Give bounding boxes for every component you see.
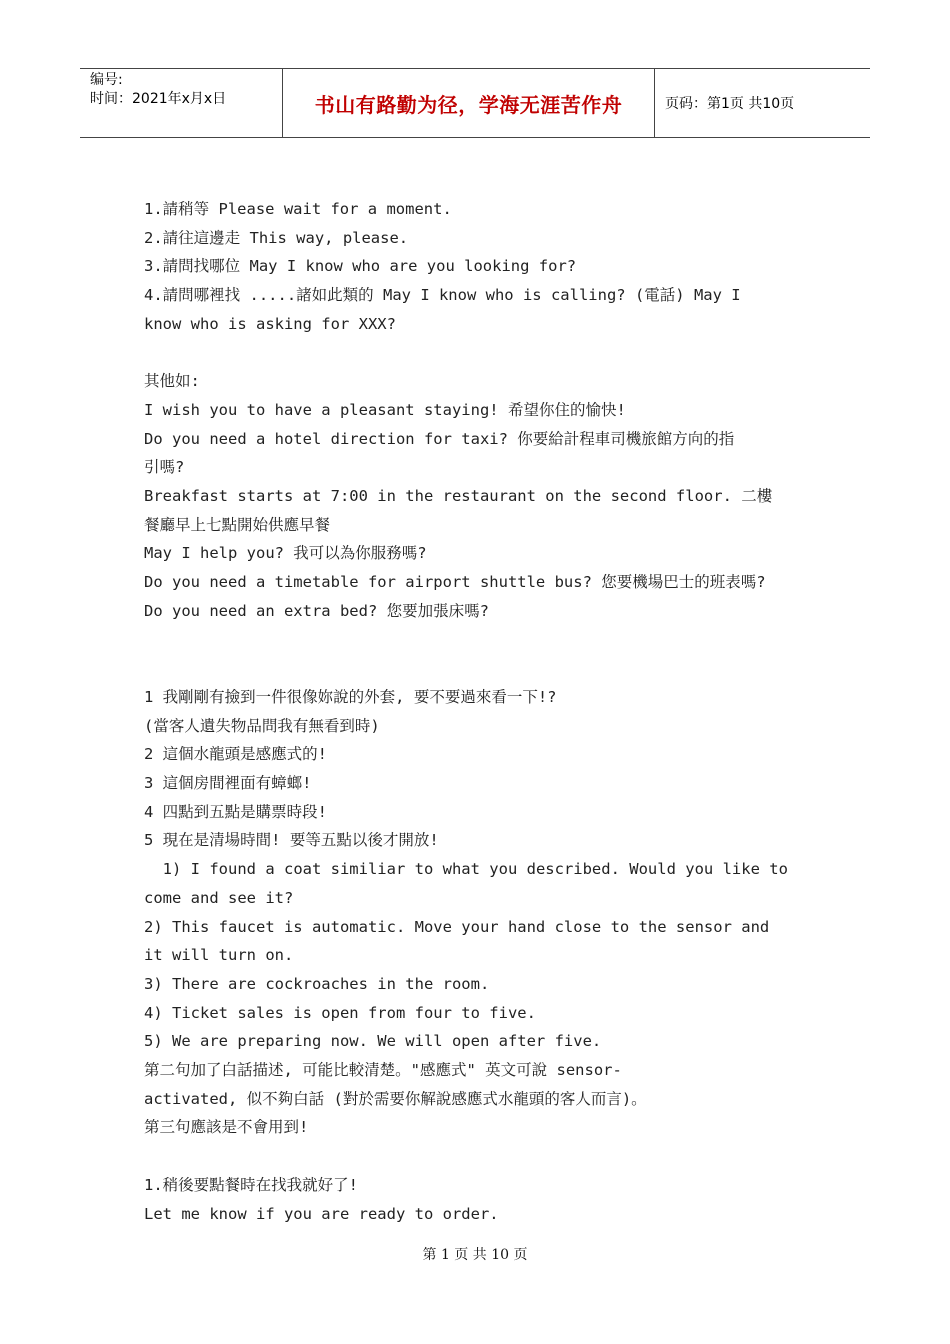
text-line: 2) This faucet is automatic. Move your hand close to the sensor and	[144, 917, 770, 936]
page-footer	[0, 1244, 950, 1264]
text-line: 3 這個房間裡面有蟑螂!	[144, 774, 312, 793]
text-line: it will turn on.	[144, 946, 294, 965]
time-label: 时间：2021年x月x日	[90, 91, 227, 107]
text-line: activated, 似不夠白話 (對於需要你解說感應式水龍頭的客人而言)。	[144, 1089, 647, 1108]
text-line: 引嗎?	[144, 458, 185, 477]
text-line: 第二句加了白話描述, 可能比較清楚。"感應式" 英文可說 sensor-	[144, 1061, 622, 1080]
text-line: 2.請往這邊走 This way, please.	[144, 228, 409, 247]
footer-page-number: 第 1 页 共 10 页	[422, 1247, 528, 1263]
text-line: 其他如:	[144, 372, 200, 391]
text-line: 1) I found a coat similiar to what you described. Would you like to	[144, 860, 788, 879]
text-line: 3) There are cockroaches in the room.	[144, 974, 490, 993]
header-meta	[80, 69, 283, 137]
text-line: 2 這個水龍頭是感應式的!	[144, 745, 327, 764]
text-line: (當客人遺失物品問我有無看到時)	[144, 716, 380, 735]
text-line: 4 四點到五點是購票時段!	[144, 802, 327, 821]
text-line: Breakfast starts at 7:00 in the restaurant on the second floor. 二樓	[144, 487, 773, 506]
text-line: Do you need a hotel direction for taxi? 你要給計程車司機旅館方向的指	[144, 429, 735, 448]
blank-line	[144, 654, 834, 683]
text-line: 餐廳早上七點開始供應早餐	[144, 515, 331, 534]
text-line: 5) We are preparing now. We will open after five.	[144, 1032, 602, 1051]
number-label: 编号:	[90, 72, 123, 88]
header-page-info-cell	[655, 69, 870, 137]
text-line: Do you need a timetable for airport shuttle bus? 您要機場巴士的班表嗎?	[144, 573, 766, 592]
text-line: Do you need an extra bed? 您要加張床嗎?	[144, 601, 489, 620]
text-line: 1 我剛剛有撿到一件很像妳說的外套, 要不要過來看一下!?	[144, 687, 557, 706]
blank-line	[144, 339, 834, 368]
text-line: 1.請稍等 Please wait for a moment.	[144, 200, 452, 218]
text-line: 5 現在是清場時間! 要等五點以後才開放!	[144, 831, 439, 850]
blank-line	[144, 626, 834, 655]
text-line: 3.請問找哪位 May I know who are you looking for?	[144, 257, 577, 276]
text-line: I wish you to have a pleasant staying! 希望你住的愉快!	[144, 400, 626, 419]
text-line: May I help you? 我可以為你服務嗎?	[144, 544, 427, 563]
text-line: 1.稍後要點餐時在找我就好了!	[144, 1175, 358, 1194]
text-line: 4.請問哪裡找 .....諸如此類的 May I know who is calling? (電話) May I	[144, 286, 741, 305]
text-line: come and see it?	[144, 888, 294, 907]
page-header	[80, 68, 870, 138]
text-line: 第三句應該是不會用到!	[144, 1118, 309, 1137]
text-line: Let me know if you are ready to order.	[144, 1204, 499, 1223]
header-motto-cell	[283, 69, 655, 137]
blank-line	[144, 1142, 834, 1171]
text-line: 4) Ticket sales is open from four to five.	[144, 1003, 536, 1022]
text-line: know who is asking for XXX?	[144, 314, 396, 333]
document-body	[144, 195, 834, 1228]
motto: 书山有路勤为径，学海无涯苦作舟	[314, 92, 623, 117]
page-info: 页码：第1页 共10页	[665, 96, 795, 112]
